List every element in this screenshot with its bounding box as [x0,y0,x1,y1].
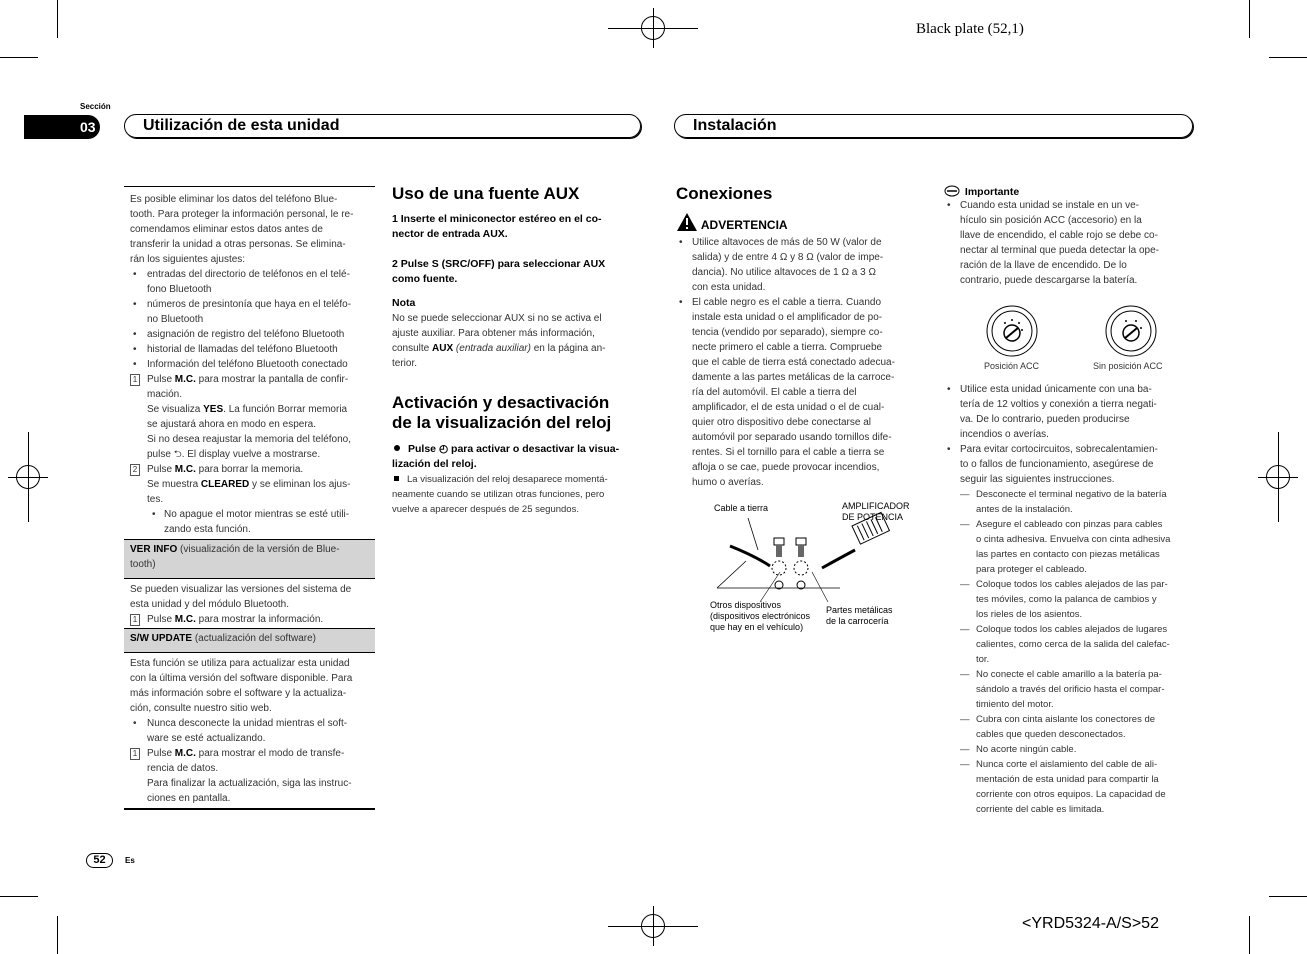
text-line: Es posible eliminar los datos del teléfono Blue- [130,194,338,205]
text-line: comendamos eliminar estos datos antes de [130,224,323,235]
clock-step: Pulse ◴ para activar o desactivar la visua- lización del reloj. [392,443,620,470]
column-1 [130,192,370,537]
column-3 [676,184,928,490]
list-item: • historial de llamadas del teléfono Bluetooth [130,342,370,357]
ver-info-bar: VER INFO (visualización de la versión de Blue- tooth) [124,540,375,578]
step-1: 1 Pulse M.C. para mostrar la pantalla de confir- mación. Se visualiza YES. La función Borrar memoria se ajustará ahora en modo en espera. Si no desea reajustar la memoria del teléfono, pulse ⮌. El display vuelve a mostrarse. [130,372,370,462]
sub-item: • No apague el motor mientras se esté utili- zando esta función. [130,507,370,537]
label-metal-parts: Partes metálicas de la carrocería [826,605,893,626]
acc-caption: Posición ACC [984,361,1040,371]
crop-mark [1249,916,1250,954]
list-item: • asignación de registro del teléfono Bluetooth [130,327,370,342]
important-heading: Importante [944,185,1194,198]
crop-mark [0,896,38,897]
acc-key-figure [986,305,1038,357]
ver-info-section: Se pueden visualizar las versiones del sistema de esta unidad y del módulo Bluetooth. 1 Pulse M.C. para mostrar la información. [130,584,352,625]
text-line: tooth. Para proteger la información personal, le re- [130,209,354,220]
warning-list: • Utilice altavoces de más de 50 W (valor de salida) y de entre 4 Ω y 8 Ω (valor de impe- dancia). No utilice altavoces de 1 Ω a 3 Ω con esta unidad. • El cable negro es el cable a tierra. Cuando instale esta unidad o el amplificador de po- tencia (vendido por separado), siempre co- necte primero el cable a tierra. Compruebe que el cable de tierra está conectado adecua- damente a las partes metálicas de la carroce- ría del automóvil. El cable a tierra del amplificador, el de esta unidad o el de cual- quier otro dispositivo debe conectarse al automóvil por separado usando tornillos dife- rentes. Si el tornillo para el cable a tierra se afloja o se cae, puede provocar incendios, humo o averías. [676,235,928,490]
square-bullet-icon [394,476,399,481]
header-right [674,114,1193,138]
noacc-key-figure [1105,305,1157,357]
aux-title: Uso de una fuente AUX [392,184,580,203]
label-other-devices: Otros dispositivos (dispositivos electrónicos que hay en el vehículo) [710,600,811,632]
label-ground-cable: Cable a tierra [714,503,769,513]
text-line: transferir la unidad a otras personas. Se elimina- [130,239,346,250]
return-icon: ⮌ [173,449,182,460]
aux-step-1: 1 Inserte el miniconector estéreo en el co- nector de entrada AUX. [392,213,602,240]
nota-text: No se puede seleccionar AUX si no se activa el ajuste auxiliar. Para obtener más información, consulte AUX (entrada auxiliar) en la página an- terior. [392,313,606,369]
clock-title: Activación y desactivación de la visualización del reloj [392,393,612,432]
crop-mark [0,57,38,58]
crop-mark [57,916,58,954]
list-item: • Información del teléfono Bluetooth conectado [130,357,370,372]
important-list: • Cuando esta unidad se instale en un ve- hículo sin posición ACC (accesorio) en la llave de encendido, el cable rojo se debe co- nectar al terminal que pueda detectar la ope- ración de la llave de encendido. De lo contrario, puede descargarse la batería. [944,198,1194,288]
sw-update-bar: S/W UPDATE (actualización del software) [124,629,375,652]
clock-icon: ◴ [438,443,449,455]
noacc-caption: Sin posición ACC [1093,361,1163,371]
bullet-icon [394,445,400,451]
list-item: • números de presintonía que haya en el teléfo- no Bluetooth [130,297,370,327]
rule [124,578,375,579]
important-icon [944,185,962,197]
list-item: • Utilice esta unidad únicamente con una ba- tería de 12 voltios y conexión a tierra negati- va. De lo contrario, pueden producirse incendios o averías. [944,382,1194,442]
language-code: Es [125,856,135,865]
ignition-no-acc-icon [1105,305,1157,357]
label-amplifier: AMPLIFICADOR DE POTENCIA [842,501,910,522]
list-item: • Para evitar cortocircuitos, sobrecalentamien- to o fallos de funcionamiento, asegúrese de seguir las siguientes instrucciones. [944,442,1194,487]
section-number: 03 [24,115,100,139]
page-number: 52 [86,853,113,868]
crop-mark [57,0,58,38]
step-2: 2 Pulse M.C. para borrar la memoria. Se muestra CLEARED y se eliminan los ajus- tes. [130,462,370,507]
crop-mark [1269,57,1307,58]
header-right-title: Instalación [693,117,777,134]
column-4-continued [944,382,1194,817]
crop-mark [1249,0,1250,38]
plate-label: Black plate (52,1) [916,21,1024,37]
list-item: • entradas del directorio de teléfonos en el telé- fono Bluetooth [130,267,370,297]
sw-update-section: Esta función se utiliza para actualizar esta unidad con la última versión del software disponible. Para más información sobre el software y la actualiza- ción, consulte nuestro sitio web. • Nunca desconecte la unidad mientras el soft- ware se esté actualizando. 1 Pulse M.C. para mostrar el modo de transfe- rencia de datos. Para finalizar la actualización, siga las instruc- ciones en pantalla. [130,656,370,806]
header-left [124,114,641,138]
ignition-acc-icon [986,305,1038,357]
column-rule-top [124,186,375,187]
header-left-title: Utilización de esta unidad [143,117,340,134]
nota-title: Nota [392,297,416,309]
doc-code: <YRD5324-A/S>52 [1022,915,1159,932]
ground-diagram [700,498,920,638]
aux-step-2: 2 Pulse S (SRC/OFF) para seleccionar AUX como fuente. [392,258,606,285]
warning-heading: ADVERTENCIA [676,212,928,235]
connections-title: Conexiones [676,184,773,203]
column-4 [944,185,1194,288]
rule [124,808,375,810]
dash-list: — Desconecte el terminal negativo de la batería antes de la instalación. — Asegure el cableado con pinzas para cables o cinta adhesiva. Envuelva con cinta adhesiva las partes en contacto con piezas metálicas para proteger el cableado. — Coloque todos los cables alejados de las par- tes móviles, como la palanca de cambios y los rieles de los asientos. — Coloque todos los cables alejados de lugares calientes, como cerca de la salida del calefac- tor. — No conecte el cable amarillo a la batería pa- sándolo a través del orificio hasta el compar- timiento del motor. — Cubra con cinta aislante los conectores de cables que queden desconectados. — No acorte ningún cable. — Nunca corte el aislamiento del cable de ali- mentación de esta unidad para compartir la corriente con otros equipos. La capacidad de corriente del cable es limitada. [944,487,1194,817]
rule [124,652,375,653]
section-label: Sección [80,102,111,111]
column-2 [392,184,642,517]
warning-icon [676,212,698,232]
clock-note: La visualización del reloj desaparece momentá- neamente cuando se utilizan otras funciones, pero vuelve a aparecer después de 25 segundos. [392,474,608,515]
crop-mark [1269,896,1307,897]
text-line: rán los siguientes ajustes: [130,254,246,265]
